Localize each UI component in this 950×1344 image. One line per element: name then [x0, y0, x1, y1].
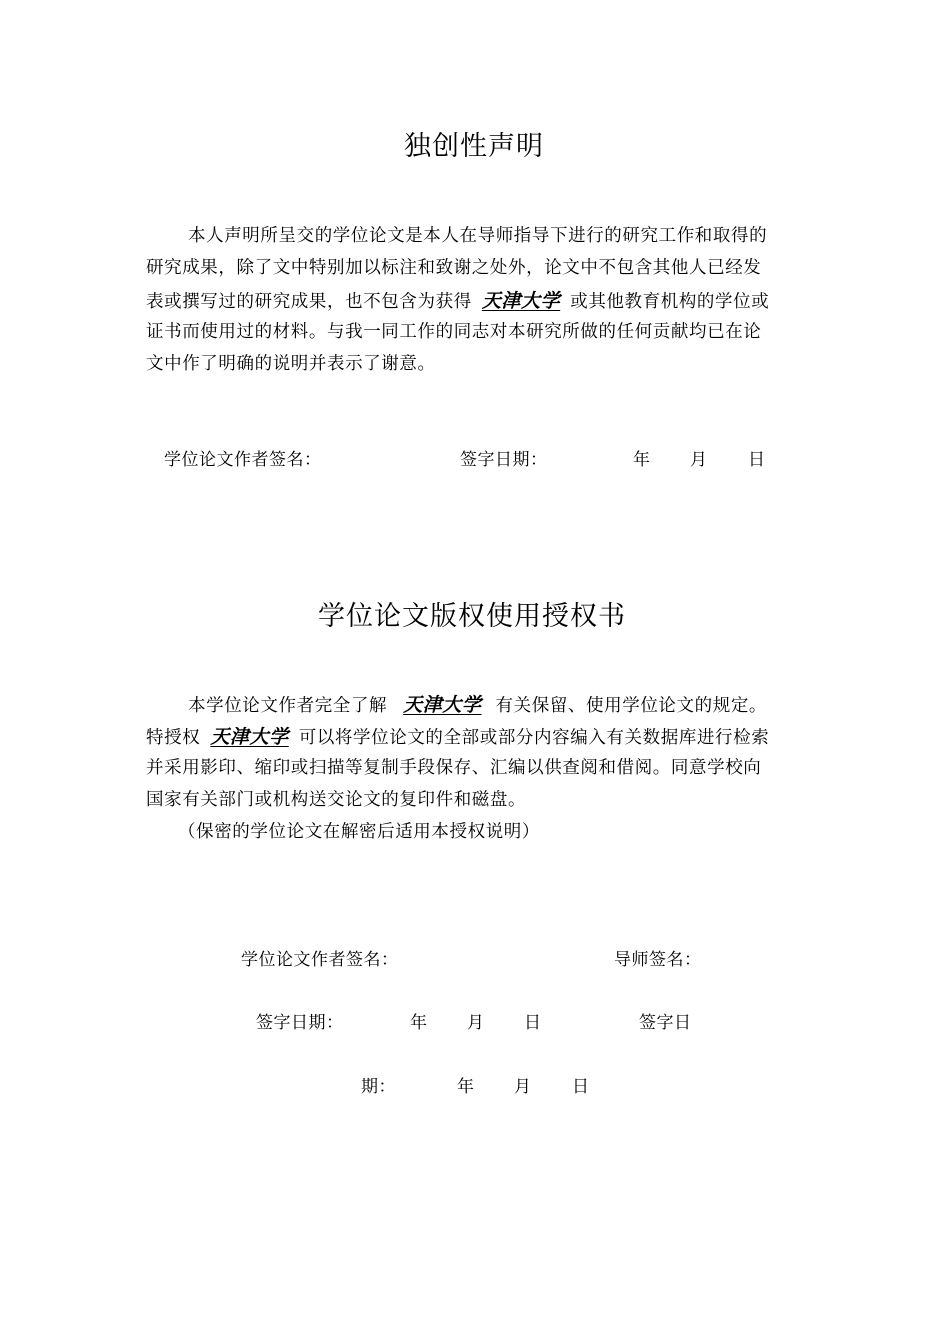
- declaration-day: 日: [748, 450, 766, 470]
- advisor-date-label-part2: 期：: [361, 1077, 396, 1097]
- authorization-line-2-post: 可以将学位论文的全部或部分内容编入有关数据库进行检索: [298, 728, 770, 748]
- declaration-author-sign-label: 学位论文作者签名：: [164, 450, 322, 470]
- university-name: 天津大学: [403, 694, 482, 716]
- authorization-year: 年: [410, 1013, 428, 1033]
- advisor-date-label-part1: 签字日: [639, 1013, 692, 1033]
- declaration-line-3-pre: 表或撰写过的研究成果，也不包含为获得: [146, 292, 472, 312]
- university-name: 天津大学: [481, 290, 561, 312]
- authorization-line-1-post: 有关保留、使用学位论文的规定。: [495, 696, 768, 716]
- authorization-line-1: [188, 690, 767, 717]
- declaration-title: 独创性声明: [404, 131, 544, 162]
- authorization-date-label: 签字日期：: [256, 1013, 344, 1033]
- advisor-sign-label: 导师签名：: [614, 950, 702, 970]
- authorization-day: 日: [524, 1013, 542, 1033]
- authorization-line-2-pre: 特授权: [146, 728, 201, 748]
- authorization-line-2: [146, 722, 769, 749]
- declaration-line-2: 研究成果，除了文中特别加以标注和致谢之处外，论文中不包含其他人已经发: [146, 258, 762, 278]
- declaration-line-3: [146, 286, 769, 313]
- declaration-line-5: 文中作了明确的说明并表示了谢意。: [146, 354, 436, 374]
- university-name: 天津大学: [210, 726, 289, 748]
- declaration-month: 月: [690, 450, 708, 470]
- authorization-month: 月: [467, 1013, 485, 1033]
- declaration-line-1: 本人声明所呈交的学位论文是本人在导师指导下进行的研究工作和取得的: [188, 226, 768, 246]
- declaration-year: 年: [633, 450, 651, 470]
- declaration-line-4: 证书而使用过的材料。与我一同工作的同志对本研究所做的任何贡献均已在论: [146, 322, 762, 342]
- advisor-day: 日: [572, 1077, 590, 1097]
- authorization-author-sign-label: 学位论文作者签名：: [241, 950, 399, 970]
- authorization-line-4: 国家有关部门或机构送交论文的复印件和磁盘。: [146, 790, 527, 810]
- authorization-line-1-pre: 本学位论文作者完全了解: [188, 696, 388, 716]
- advisor-year: 年: [457, 1077, 475, 1097]
- declaration-date-label: 签字日期：: [460, 450, 548, 470]
- authorization-line-3: 并采用影印、缩印或扫描等复制手段保存、汇编以供查阅和借阅。同意学校向: [146, 758, 762, 778]
- advisor-month: 月: [514, 1077, 532, 1097]
- authorization-title: 学位论文版权使用授权书: [318, 601, 626, 632]
- declaration-line-3-post: 或其他教育机构的学位或: [570, 292, 770, 312]
- authorization-line-5: （保密的学位论文在解密后适用本授权说明）: [178, 822, 540, 842]
